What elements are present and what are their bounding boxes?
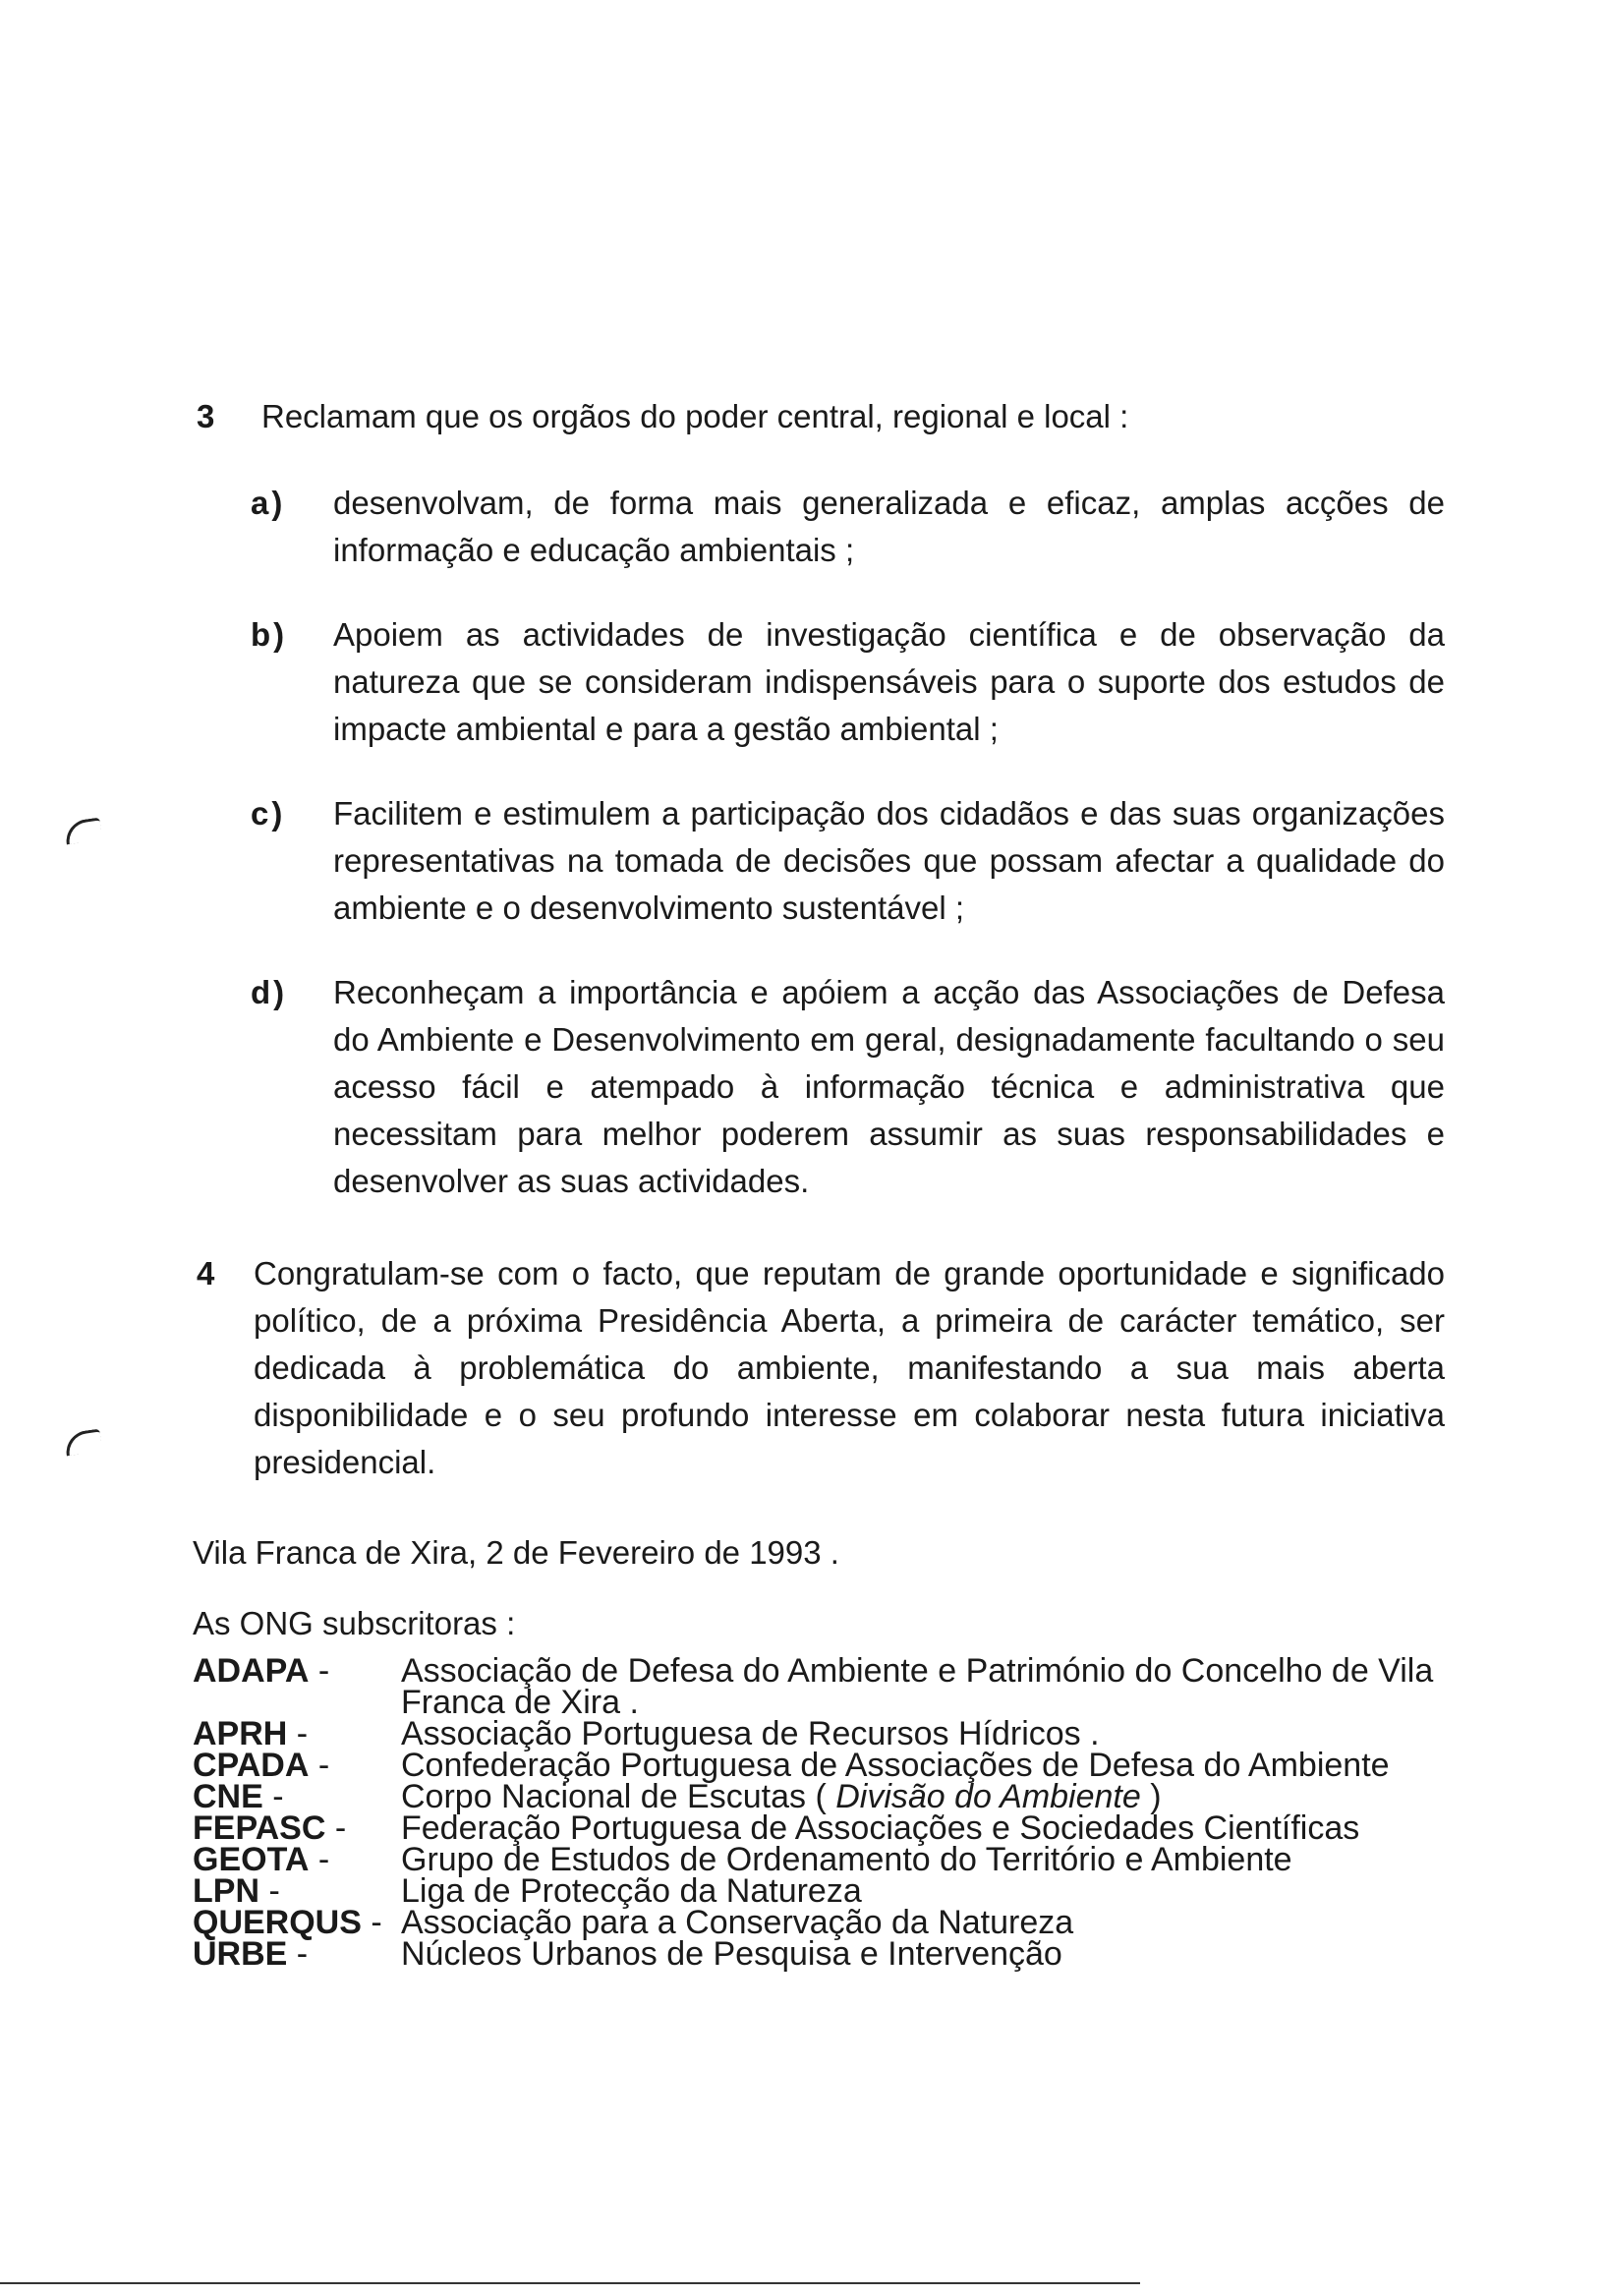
list-item bbox=[193, 1809, 1461, 1847]
org-abbreviation bbox=[193, 1652, 401, 1718]
org-name: Núcleos Urbanos de Pesquisa e Intervenção bbox=[401, 1935, 1062, 1973]
section-4 bbox=[197, 1250, 1445, 1486]
section-3 bbox=[197, 393, 1445, 1205]
section-text: Congratulam-se com o facto, que reputam de grande oportunidade e significado político, de a próxima Presidência Aberta, a primeira de carácter temático, ser dedicada à problemática do ambiente, manifestando a sua mais aberta disponibilidade e o seu profundo interesse em colaborar nesta futura iniciativa presidencial. bbox=[254, 1255, 1445, 1480]
organization-list bbox=[193, 1652, 1461, 1973]
bottom-rule bbox=[0, 2282, 1140, 2284]
org-name: Associação de Defesa do Ambiente e Património do Concelho de Vila Franca de Xira . bbox=[401, 1652, 1434, 1721]
org-name-suffix: ) bbox=[1140, 1778, 1162, 1815]
item-letter: a) bbox=[251, 485, 286, 521]
org-abbreviation bbox=[193, 1809, 401, 1847]
item-text: Apoiem as actividades de investigação científica e de observação da natureza que se consideram indispensáveis para o suporte dos estudos de impacte ambiental e para a gestão ambiental ; bbox=[333, 616, 1445, 747]
org-name: Confederação Portuguesa de Associações de Defesa do Ambiente bbox=[401, 1747, 1390, 1784]
section-heading: Reclamam que os orgãos do poder central, regional e local : bbox=[261, 398, 1129, 434]
org-dash: - bbox=[259, 1872, 280, 1910]
org-abbreviation bbox=[193, 1778, 401, 1815]
org-abbr-text: ADAPA bbox=[193, 1652, 310, 1690]
list-item bbox=[193, 1841, 1461, 1878]
list-item-d bbox=[251, 969, 1445, 1205]
item-text: Facilitem e estimulem a participação dos cidadãos e das suas organizações representativas na tomada de decisões que possam afectar a qualidade do ambiente e o desenvolvimento sustentável ; bbox=[333, 795, 1445, 926]
place-date: Vila Franca de Xira, 2 de Fevereiro de 1993 . bbox=[193, 1534, 839, 1571]
org-abbr-text: CNE bbox=[193, 1778, 263, 1815]
scan-mark bbox=[64, 1429, 103, 1457]
item-text: desenvolvam, de forma mais generalizada e eficaz, amplas acções de informação e educação ambientais ; bbox=[333, 485, 1445, 568]
org-abbreviation bbox=[193, 1841, 401, 1878]
org-abbr-text: GEOTA bbox=[193, 1841, 310, 1878]
item-text: Reconheçam a importância e apóiem a acção das Associações de Defesa do Ambiente e Desenvolvimento em geral, designadamente facultando o seu acesso fácil e atempado à informação técnica e administrativa que necessitam para melhor poderem assumir as suas responsabilidades e desenvolver as suas actividades. bbox=[333, 974, 1445, 1199]
org-abbr-text: URBE bbox=[193, 1935, 288, 1973]
org-abbreviation bbox=[193, 1935, 401, 1973]
org-abbr-text: QUERQUS bbox=[193, 1904, 362, 1941]
org-dash: - bbox=[287, 1935, 309, 1973]
org-dash: - bbox=[309, 1747, 330, 1784]
org-dash: - bbox=[287, 1715, 309, 1752]
org-dash: - bbox=[361, 1904, 382, 1941]
org-name: Liga de Protecção da Natureza bbox=[401, 1872, 862, 1910]
org-abbr-text: APRH bbox=[193, 1715, 288, 1752]
org-abbreviation bbox=[193, 1904, 401, 1941]
list-item bbox=[193, 1747, 1461, 1784]
org-dash: - bbox=[309, 1841, 330, 1878]
list-item bbox=[193, 1715, 1461, 1752]
org-abbr-text: FEPASC bbox=[193, 1809, 326, 1847]
org-name: Grupo de Estudos de Ordenamento do Território e Ambiente bbox=[401, 1841, 1292, 1878]
org-abbr-text: LPN bbox=[193, 1872, 259, 1910]
item-letter: b) bbox=[251, 616, 288, 653]
list-item bbox=[193, 1935, 1461, 1973]
list-item bbox=[193, 1652, 1461, 1721]
org-abbreviation bbox=[193, 1715, 401, 1752]
org-dash: - bbox=[325, 1809, 347, 1847]
list-item-c bbox=[251, 790, 1445, 932]
list-item-a bbox=[251, 480, 1445, 574]
item-letter: c) bbox=[251, 795, 286, 832]
org-abbr-text: CPADA bbox=[193, 1747, 310, 1784]
org-abbreviation bbox=[193, 1747, 401, 1784]
list-item bbox=[193, 1904, 1461, 1941]
org-name: Associação para a Conservação da Natureza bbox=[401, 1904, 1074, 1941]
item-letter: d) bbox=[251, 974, 288, 1010]
org-name-prefix: Corpo Nacional de Escutas ( bbox=[401, 1778, 836, 1815]
section-number: 4 bbox=[197, 1255, 215, 1292]
org-dash: - bbox=[262, 1778, 284, 1815]
list-item-b bbox=[251, 611, 1445, 753]
org-name: Federação Portuguesa de Associações e Sociedades Científicas bbox=[401, 1809, 1360, 1847]
signatories-heading: As ONG subscritoras : bbox=[193, 1605, 516, 1641]
list-item bbox=[193, 1778, 1461, 1815]
org-name-italic: Divisão do Ambiente bbox=[835, 1778, 1141, 1815]
org-dash: - bbox=[309, 1652, 330, 1690]
org-abbreviation bbox=[193, 1872, 401, 1910]
org-name: Associação Portuguesa de Recursos Hídricos . bbox=[401, 1715, 1100, 1752]
section-number: 3 bbox=[197, 398, 215, 434]
scan-mark bbox=[64, 818, 103, 845]
org-name bbox=[401, 1778, 1461, 1815]
list-item bbox=[193, 1872, 1461, 1910]
